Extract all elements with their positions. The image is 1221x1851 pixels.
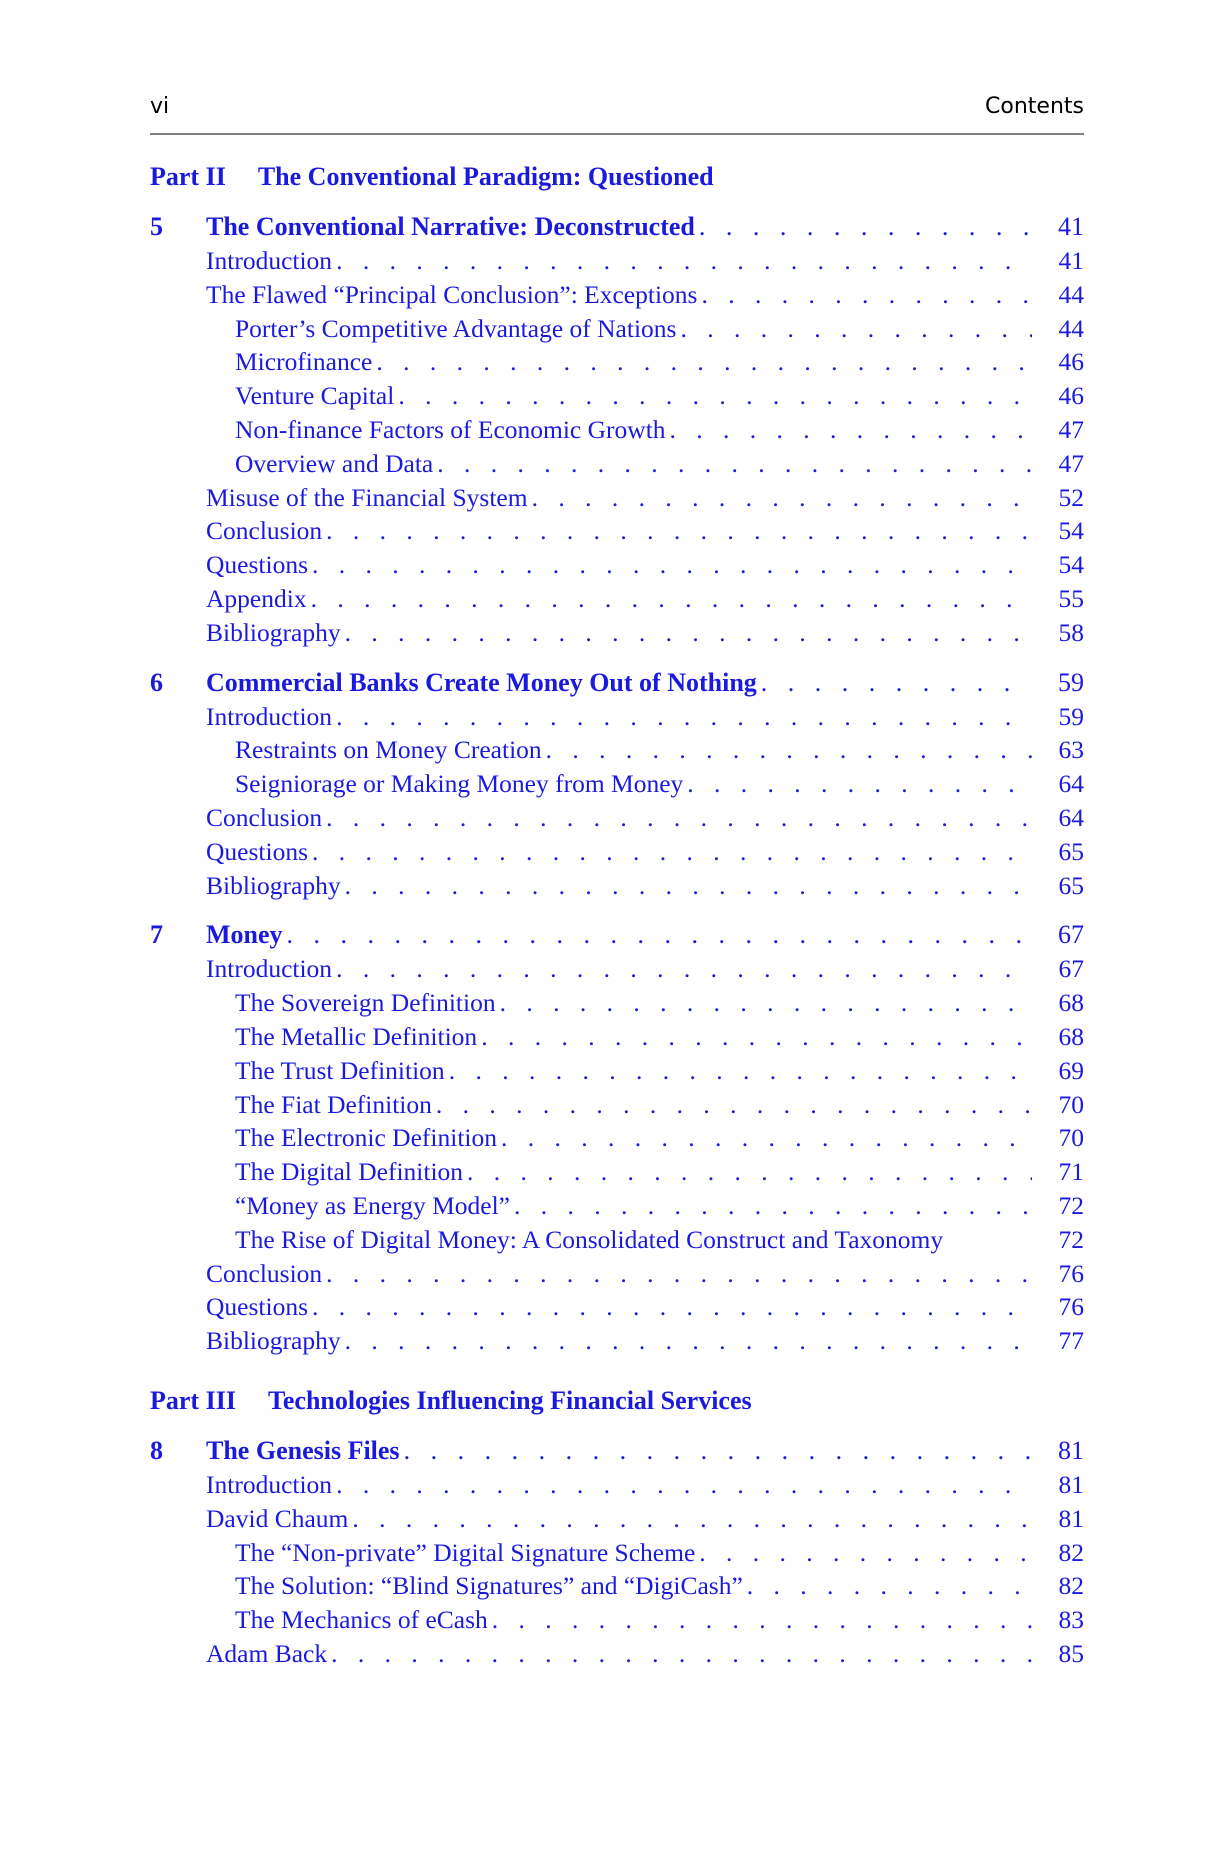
entry-page: 68 (1058, 988, 1084, 1018)
entry-page: 54 (1058, 516, 1084, 546)
entry-title: The Mechanics of eCash (235, 1605, 488, 1635)
chapter-number: 8 (150, 1435, 163, 1465)
chapter-page: 67 (1058, 920, 1084, 950)
entry-title: David Chaum (206, 1503, 349, 1533)
entry-page: 47 (1058, 414, 1084, 444)
toc-entry[interactable] (150, 413, 1084, 447)
toc-entry[interactable] (150, 1637, 1084, 1671)
entry-title: Conclusion (206, 1258, 323, 1288)
toc-entry[interactable] (150, 379, 1084, 413)
toc-entry[interactable] (150, 447, 1084, 481)
dot-leader (352, 1502, 1032, 1536)
entry-title: Conclusion (206, 516, 323, 546)
entry-title: Conclusion (206, 802, 323, 832)
entry-page: 69 (1058, 1055, 1084, 1085)
entry-page: 71 (1058, 1157, 1084, 1187)
dot-leader (481, 1020, 1032, 1054)
dot-leader (336, 1468, 1032, 1502)
toc-entry[interactable] (150, 1257, 1084, 1291)
entry-title: The Sovereign Definition (235, 988, 496, 1018)
dot-leader (312, 548, 1032, 582)
dot-leader (345, 869, 1032, 903)
entry-title: Restraints on Money Creation (235, 735, 542, 765)
toc-entry[interactable] (150, 767, 1084, 801)
toc-entry[interactable] (150, 1020, 1084, 1054)
dot-leader (532, 481, 1032, 515)
toc-entry[interactable] (150, 1569, 1084, 1603)
entry-page: 47 (1058, 448, 1084, 478)
chapter-title: Commercial Banks Create Money Out of Nothing (206, 667, 757, 697)
dot-leader (326, 1257, 1032, 1291)
entry-title: Adam Back (206, 1638, 328, 1668)
dot-leader (404, 1434, 1032, 1468)
toc-entry[interactable] (150, 1121, 1084, 1155)
entry-page: 64 (1058, 769, 1084, 799)
chapter-title: The Conventional Narrative: Deconstructed (206, 212, 695, 241)
entry-title: The Metallic Definition (235, 1021, 478, 1051)
toc-entry[interactable] (150, 244, 1084, 278)
dot-leader (376, 345, 1032, 379)
entry-title: Introduction (206, 1469, 333, 1499)
entry-page: 81 (1058, 1469, 1084, 1499)
toc-entry[interactable] (150, 582, 1084, 616)
running-title: Contents (985, 94, 1084, 119)
entry-page: 83 (1058, 1605, 1084, 1635)
dot-leader (546, 733, 1032, 767)
toc-entry[interactable] (150, 733, 1084, 767)
toc-entry[interactable] (150, 481, 1084, 515)
dot-leader (311, 582, 1032, 616)
entry-title: Non-finance Factors of Economic Growth (235, 414, 666, 444)
dot-leader (761, 666, 1032, 700)
chapter-6 (150, 666, 1084, 903)
toc-entry[interactable] (150, 548, 1084, 582)
entry-title: Porter’s Competitive Advantage of Nations (235, 313, 677, 343)
toc-entry[interactable] (150, 1155, 1084, 1189)
entry-page: 54 (1058, 550, 1084, 580)
toc-entry[interactable] (150, 1223, 1084, 1257)
part-heading[interactable] (150, 1384, 1084, 1418)
chapter-number: 6 (150, 667, 163, 697)
dot-leader (331, 1637, 1032, 1671)
dot-leader (436, 1088, 1032, 1122)
dot-leader (670, 413, 1032, 447)
dot-leader (492, 1603, 1032, 1637)
dot-leader (287, 918, 1032, 952)
entry-title: Introduction (206, 954, 333, 984)
entry-title: The Electronic Definition (235, 1123, 497, 1153)
chapter-number: 5 (150, 212, 163, 241)
dot-leader (701, 278, 1032, 312)
entry-title: The Solution: “Blind Signatures” and “DigiCash” (235, 1571, 743, 1601)
entry-page: 81 (1058, 1503, 1084, 1533)
dot-leader (747, 1569, 1032, 1603)
entry-title: The Trust Definition (235, 1055, 445, 1085)
entry-page: 59 (1058, 701, 1084, 731)
entry-title: Appendix (206, 583, 307, 613)
entry-page: 76 (1058, 1292, 1084, 1322)
toc-entry[interactable] (150, 700, 1084, 734)
toc-entry[interactable] (150, 1603, 1084, 1637)
dot-leader (336, 244, 1032, 278)
entry-page: 44 (1058, 313, 1084, 343)
toc-entry[interactable] (150, 1468, 1084, 1502)
entry-title: Misuse of the Financial System (206, 482, 528, 512)
entry-page: 63 (1058, 735, 1084, 765)
table-of-contents (150, 160, 1084, 1671)
toc-entry[interactable] (150, 1088, 1084, 1122)
dot-leader (326, 514, 1032, 548)
dot-leader (345, 616, 1032, 650)
entry-page: 77 (1058, 1326, 1084, 1356)
entry-title: Introduction (206, 701, 333, 731)
dot-leader (501, 1121, 1032, 1155)
chapter-heading[interactable] (150, 1434, 1084, 1468)
dot-leader (687, 767, 1032, 801)
dot-leader (345, 1324, 1032, 1358)
entry-page: 55 (1058, 583, 1084, 613)
entry-title: Bibliography (206, 617, 341, 647)
entry-page: 44 (1058, 279, 1084, 309)
toc-entry[interactable] (150, 835, 1084, 869)
entry-title: The Fiat Definition (235, 1089, 432, 1119)
dot-leader (312, 835, 1032, 869)
chapter-heading[interactable] (150, 666, 1084, 700)
entry-page: 64 (1058, 802, 1084, 832)
entry-page: 72 (1058, 1224, 1084, 1254)
entry-page: 68 (1058, 1021, 1084, 1051)
entry-page: 70 (1058, 1123, 1084, 1153)
chapter-8 (150, 1434, 1084, 1671)
chapter-page: 41 (1058, 212, 1084, 241)
chapter-heading[interactable] (150, 918, 1084, 952)
entry-title: Seigniorage or Making Money from Money (235, 769, 684, 799)
dot-leader (312, 1290, 1032, 1324)
toc-entry[interactable] (150, 312, 1084, 346)
entry-page: 85 (1058, 1638, 1084, 1668)
entry-title: “Money as Energy Model” (235, 1190, 510, 1220)
entry-title: Bibliography (206, 1326, 341, 1356)
part-title: The Conventional Paradigm: Questioned (257, 162, 714, 191)
header-rule (150, 133, 1084, 135)
entry-page: 65 (1058, 836, 1084, 866)
entry-title: Overview and Data (235, 448, 434, 478)
entry-page: 46 (1058, 347, 1084, 377)
toc-entry[interactable] (150, 801, 1084, 835)
chapter-title: The Genesis Files (206, 1435, 400, 1465)
toc-entry[interactable] (150, 1290, 1084, 1324)
entry-title: The Flawed “Principal Conclusion”: Exceptions (206, 279, 698, 309)
entry-page: 76 (1058, 1258, 1084, 1288)
toc-entry[interactable] (150, 1189, 1084, 1223)
entry-page: 70 (1058, 1089, 1084, 1119)
chapter-page: 59 (1058, 667, 1084, 697)
toc-entry[interactable] (150, 278, 1084, 312)
entry-title: Introduction (206, 246, 333, 275)
chapter-heading[interactable] (150, 210, 1084, 244)
toc-entry[interactable] (150, 1324, 1084, 1358)
chapter-title: Money (206, 920, 283, 950)
part-label: Part III (150, 1385, 236, 1415)
toc-entry[interactable] (150, 1502, 1084, 1536)
entry-page: 52 (1058, 482, 1084, 512)
dot-leader (336, 700, 1032, 734)
entry-page: 82 (1058, 1571, 1084, 1601)
chapter-7 (150, 918, 1084, 1358)
entry-title: Bibliography (206, 870, 341, 900)
entry-page: 58 (1058, 617, 1084, 647)
entry-title: Questions (206, 1292, 308, 1322)
toc-entry[interactable] (150, 986, 1084, 1020)
chapter-number: 7 (150, 920, 163, 950)
part-heading[interactable] (150, 160, 1084, 194)
toc-entry[interactable] (150, 616, 1084, 650)
entry-page: 41 (1058, 246, 1084, 275)
dot-leader (467, 1155, 1032, 1189)
part-title: Technologies Influencing Financial Services (267, 1385, 752, 1415)
toc-entry[interactable] (150, 952, 1084, 986)
entry-title: Venture Capital (235, 381, 395, 411)
entry-page: 72 (1058, 1190, 1084, 1220)
entry-page: 67 (1058, 954, 1084, 984)
entry-title: The “Non-private” Digital Signature Scheme (235, 1537, 696, 1567)
entry-page: 46 (1058, 381, 1084, 411)
page-header (150, 94, 1084, 119)
dot-leader (449, 1054, 1032, 1088)
page-number: vi (150, 94, 170, 119)
toc-entry[interactable] (150, 514, 1084, 548)
toc-entry[interactable] (150, 1054, 1084, 1088)
dot-leader (680, 312, 1032, 346)
dot-leader (398, 379, 1032, 413)
entry-page: 82 (1058, 1537, 1084, 1567)
toc-entry[interactable] (150, 345, 1084, 379)
dot-leader (514, 1189, 1032, 1223)
dot-leader (500, 986, 1032, 1020)
dot-leader (699, 210, 1032, 244)
entry-title: The Digital Definition (235, 1157, 464, 1187)
toc-entry[interactable] (150, 869, 1084, 903)
entry-title: Questions (206, 836, 308, 866)
dot-leader (437, 447, 1032, 481)
entry-title: Questions (206, 550, 308, 580)
dot-leader (336, 952, 1032, 986)
entry-title: The Rise of Digital Money: A Consolidated Construct and Taxonomy (235, 1224, 944, 1254)
dot-leader (699, 1536, 1032, 1570)
dot-leader (326, 801, 1032, 835)
toc-entry[interactable] (150, 1536, 1084, 1570)
entry-page: 65 (1058, 870, 1084, 900)
part-label: Part II (150, 162, 226, 191)
entry-title: Microfinance (235, 347, 373, 377)
chapter-page: 81 (1058, 1435, 1084, 1465)
chapter-5 (150, 210, 1084, 650)
